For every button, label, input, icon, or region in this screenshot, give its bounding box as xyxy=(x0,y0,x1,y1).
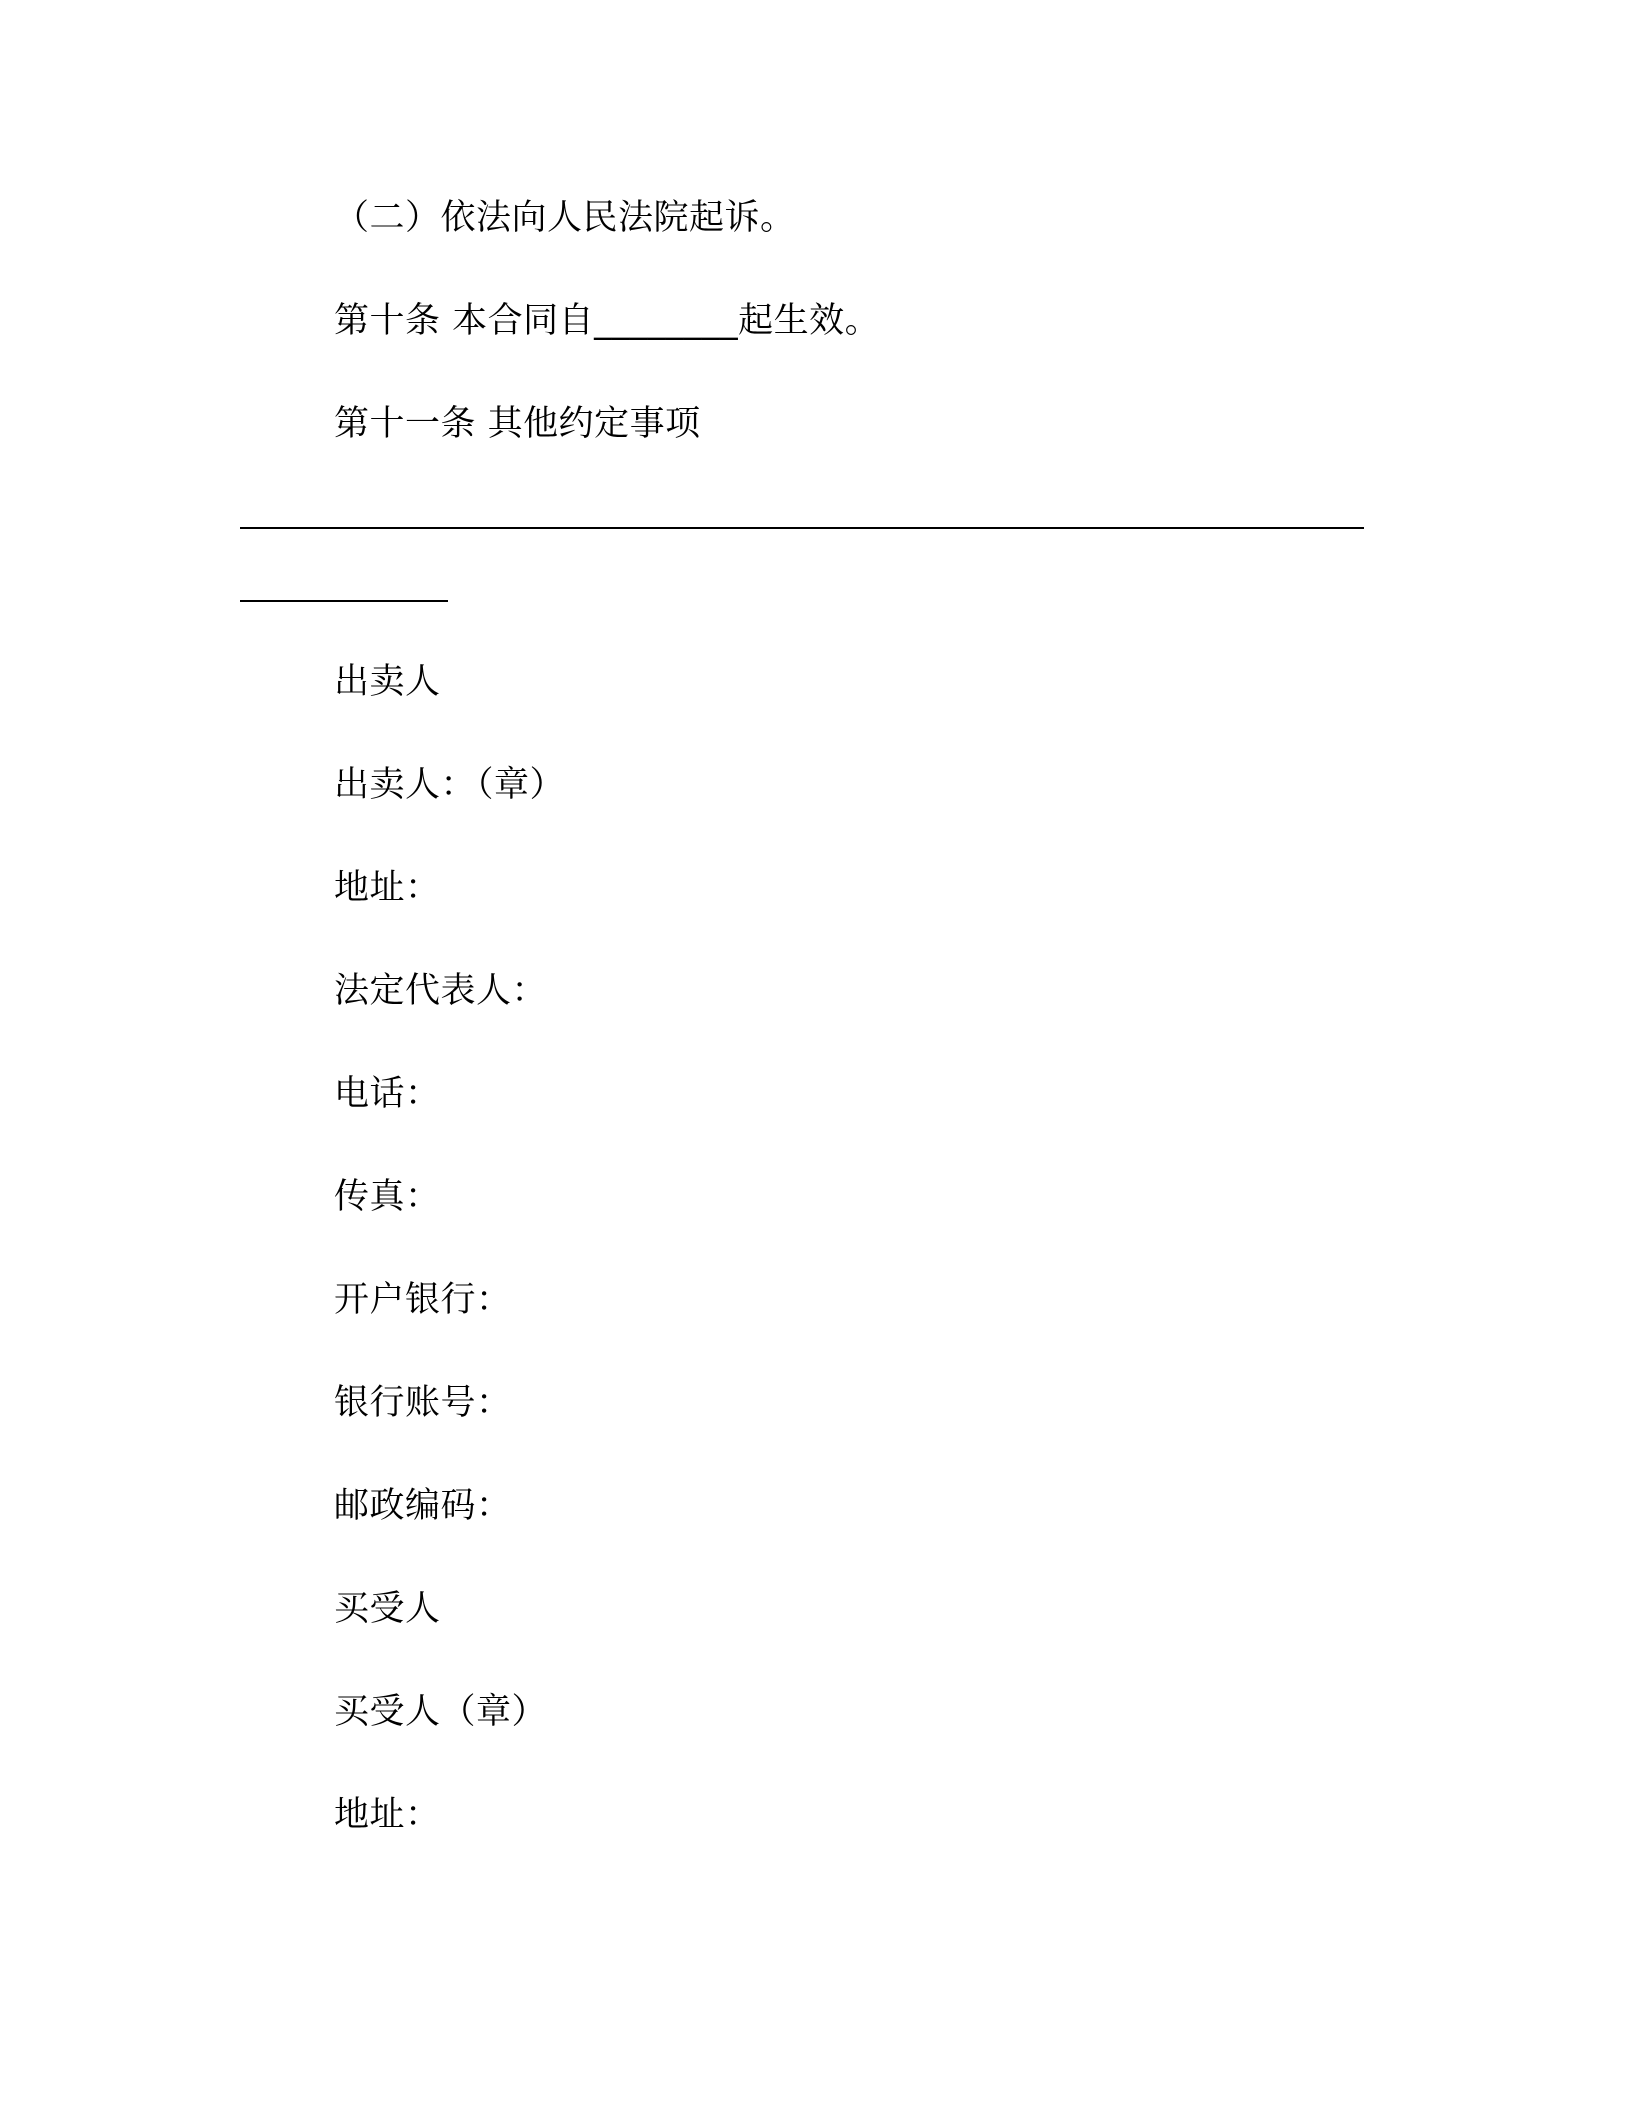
seller-bank-label: 开户银行： xyxy=(334,1280,512,1320)
clause-eleven-other-terms: 第十一条 其他约定事项 xyxy=(334,404,701,444)
blank-line-full xyxy=(240,527,1364,529)
seller-postcode-label: 邮政编码： xyxy=(334,1486,512,1526)
seller-fax-label: 传真： xyxy=(334,1177,441,1217)
buyer-seal: 买受人（章） xyxy=(334,1692,548,1732)
seller-account-label: 银行账号： xyxy=(334,1383,512,1423)
seller-legal-rep-label: 法定代表人： xyxy=(334,971,548,1011)
buyer-address-label: 地址： xyxy=(334,1795,441,1835)
seller-address-label: 地址： xyxy=(334,868,441,908)
seller-phone-label: 电话： xyxy=(334,1074,441,1114)
buyer-heading: 买受人 xyxy=(334,1589,441,1629)
seller-heading: 出卖人 xyxy=(334,662,441,702)
clause-ten-effective-date: 第十条 本合同自________起生效。 xyxy=(334,301,881,341)
clause-lawsuit: （二）依法向人民法院起诉。 xyxy=(334,198,796,238)
blank-line-short xyxy=(240,600,448,602)
seller-seal: 出卖人：（章） xyxy=(334,765,566,805)
